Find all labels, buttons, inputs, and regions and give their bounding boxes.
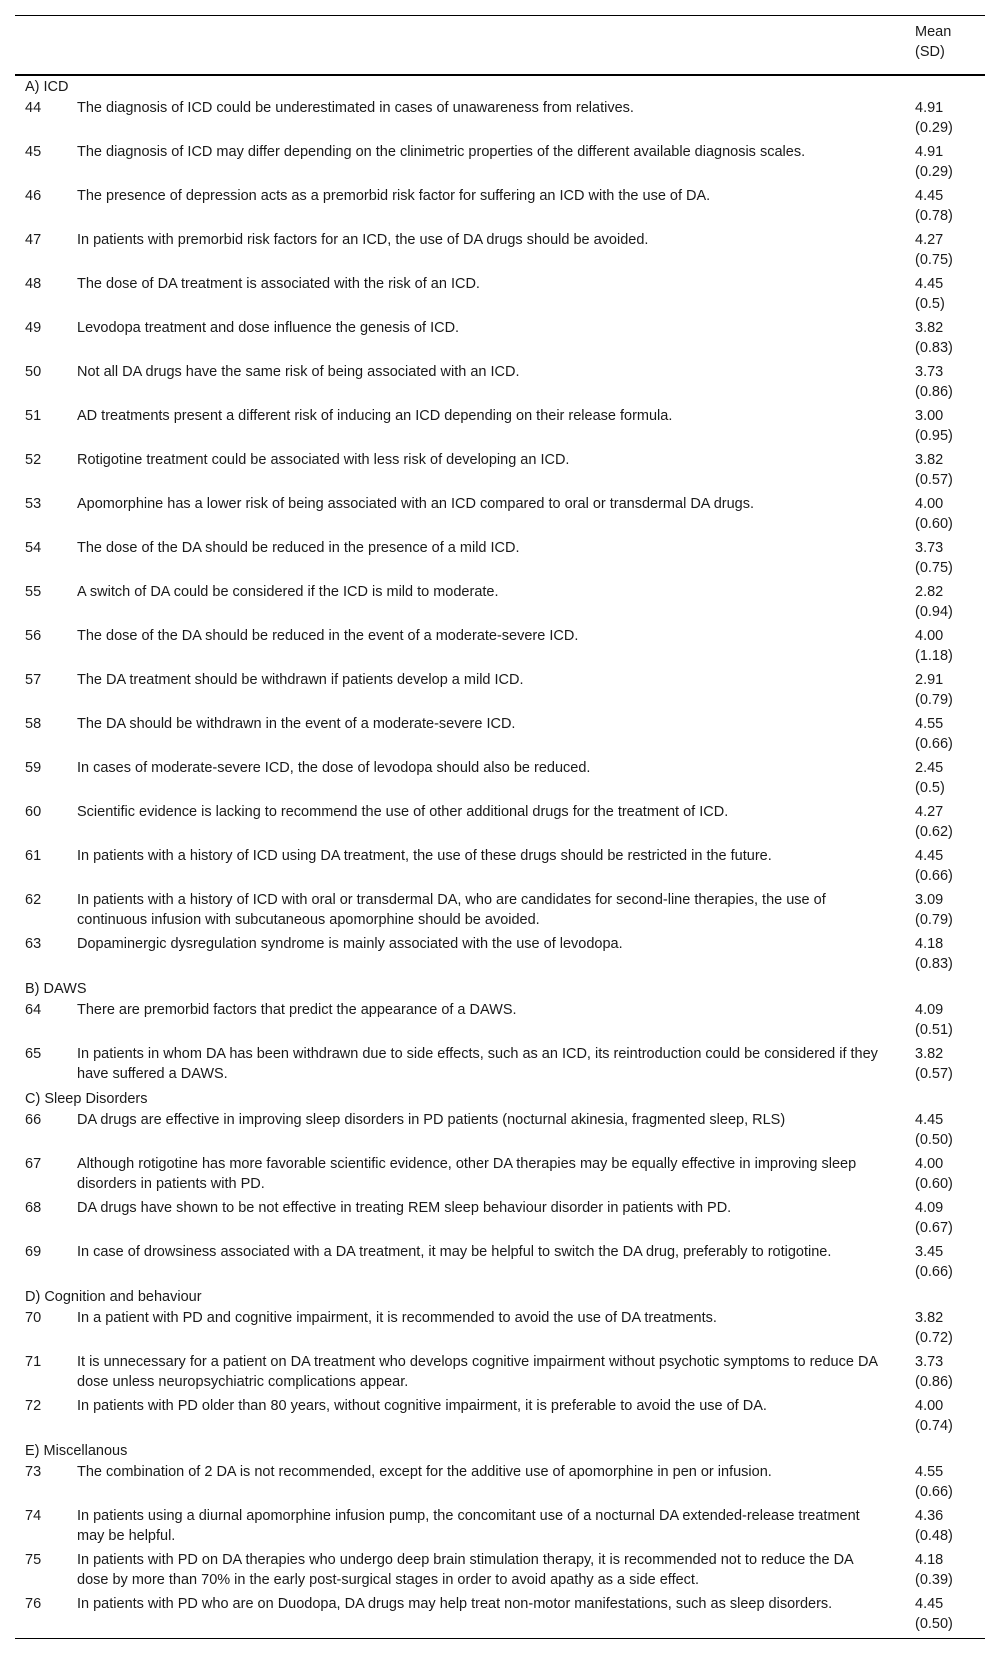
item-statement: Levodopa treatment and dose influence the genesis of ICD. (77, 320, 460, 336)
item-mean-sd (915, 1506, 985, 1550)
item-mean: 3.45 (915, 1244, 944, 1260)
section-title: E) Miscellanous (25, 1443, 128, 1459)
item-number: 48 (25, 276, 42, 292)
item-sd: (0.86) (915, 384, 953, 400)
item-mean-sd (915, 1242, 985, 1286)
item-statement: The diagnosis of ICD could be underestimated in cases of unawareness from relatives. (77, 100, 634, 116)
item-statement: In a patient with PD and cognitive impairment, it is recommended to avoid the use of DA treatments. (77, 1310, 717, 1326)
item-sd: (0.79) (915, 912, 953, 928)
table-row (15, 714, 985, 758)
item-mean-sd (915, 1198, 985, 1242)
item-mean: 3.82 (915, 1046, 944, 1062)
item-statement: It is unnecessary for a patient on DA treatment who develops cognitive impairment without psychotic symptoms to reduce DA dose unless neuropsychiatric complications appear. (77, 1354, 878, 1390)
item-number: 62 (25, 892, 42, 908)
table-row (15, 1198, 985, 1242)
item-sd: (0.83) (915, 956, 953, 972)
section-title: C) Sleep Disorders (25, 1091, 148, 1107)
table-row (15, 1352, 985, 1396)
section-row (15, 1440, 985, 1462)
table-row (15, 670, 985, 714)
table-row (15, 362, 985, 406)
table-row (15, 406, 985, 450)
item-sd: (0.48) (915, 1528, 953, 1544)
item-sd: (0.66) (915, 1484, 953, 1500)
section-title: A) ICD (25, 79, 69, 95)
item-number: 56 (25, 628, 42, 644)
item-mean: 4.00 (915, 628, 944, 644)
item-sd: (0.57) (915, 1066, 953, 1082)
item-mean-sd (915, 1110, 985, 1154)
item-statement: Although rotigotine has more favorable scientific evidence, other DA therapies may be equally effective in improving sleep disorders in patients with PD. (77, 1156, 857, 1192)
item-sd: (0.29) (915, 120, 953, 136)
item-mean-sd (915, 186, 985, 230)
item-number: 64 (25, 1002, 42, 1018)
item-sd: (0.50) (915, 1616, 953, 1632)
item-mean: 4.00 (915, 496, 944, 512)
item-statement: In patients with a history of ICD using DA treatment, the use of these drugs should be restricted in the future. (77, 848, 772, 864)
item-number: 52 (25, 452, 42, 468)
item-number: 57 (25, 672, 42, 688)
item-mean: 4.45 (915, 188, 944, 204)
item-number: 53 (25, 496, 42, 512)
item-statement: The dose of the DA should be reduced in the event of a moderate-severe ICD. (77, 628, 579, 644)
item-mean-sd (915, 1308, 985, 1352)
table-row (15, 1044, 985, 1088)
table-row (15, 890, 985, 934)
header-num-cell (15, 16, 77, 76)
item-number: 58 (25, 716, 42, 732)
item-statement: The presence of depression acts as a premorbid risk factor for suffering an ICD with the use of DA. (77, 188, 711, 204)
item-mean: 4.55 (915, 716, 944, 732)
section-row (15, 1286, 985, 1308)
item-sd: (0.62) (915, 824, 953, 840)
item-mean: 4.91 (915, 144, 944, 160)
item-mean-sd (915, 1000, 985, 1044)
item-mean-sd (915, 538, 985, 582)
item-sd: (0.78) (915, 208, 953, 224)
item-number: 54 (25, 540, 42, 556)
item-mean-sd (915, 846, 985, 890)
item-number: 70 (25, 1310, 42, 1326)
item-mean-sd (915, 318, 985, 362)
item-mean: 4.00 (915, 1156, 944, 1172)
item-mean: 4.45 (915, 1596, 944, 1612)
table-row (15, 1308, 985, 1352)
header-mean-cell (915, 16, 985, 76)
table-row (15, 802, 985, 846)
item-sd: (0.75) (915, 560, 953, 576)
item-mean-sd (915, 274, 985, 318)
item-statement: Apomorphine has a lower risk of being associated with an ICD compared to oral or transdermal DA drugs. (77, 496, 754, 512)
item-statement: There are premorbid factors that predict the appearance of a DAWS. (77, 1002, 517, 1018)
section-title: D) Cognition and behaviour (25, 1289, 202, 1305)
table-row (15, 1594, 985, 1639)
item-mean-sd (915, 670, 985, 714)
item-statement: The dose of DA treatment is associated with the risk of an ICD. (77, 276, 480, 292)
item-mean: 4.36 (915, 1508, 944, 1524)
item-mean: 3.09 (915, 892, 944, 908)
item-sd: (0.60) (915, 1176, 953, 1192)
item-number: 66 (25, 1112, 42, 1128)
item-sd: (0.74) (915, 1418, 953, 1434)
item-sd: (0.66) (915, 1264, 953, 1280)
item-number: 49 (25, 320, 42, 336)
item-number: 68 (25, 1200, 42, 1216)
item-mean: 3.82 (915, 320, 944, 336)
table-row (15, 758, 985, 802)
item-sd: (0.75) (915, 252, 953, 268)
item-mean-sd (915, 1396, 985, 1440)
item-statement: In patients with PD older than 80 years, without cognitive impairment, it is preferable to avoid the use of DA. (77, 1398, 767, 1414)
item-mean: 4.55 (915, 1464, 944, 1480)
table-row (15, 1462, 985, 1506)
item-mean: 4.27 (915, 804, 944, 820)
item-mean-sd (915, 98, 985, 142)
table-row (15, 1396, 985, 1440)
item-statement: Dopaminergic dysregulation syndrome is mainly associated with the use of levodopa. (77, 936, 623, 952)
item-mean: 2.91 (915, 672, 944, 688)
item-number: 63 (25, 936, 42, 952)
item-sd: (0.86) (915, 1374, 953, 1390)
table-row (15, 494, 985, 538)
item-sd: (0.83) (915, 340, 953, 356)
item-statement: In patients with PD who are on Duodopa, DA drugs may help treat non-motor manifestations, such as sleep disorders. (77, 1596, 833, 1612)
item-mean: 3.82 (915, 452, 944, 468)
item-number: 51 (25, 408, 42, 424)
item-number: 71 (25, 1354, 42, 1370)
item-number: 46 (25, 188, 42, 204)
item-number: 67 (25, 1156, 42, 1172)
item-sd: (0.66) (915, 736, 953, 752)
item-sd: (0.60) (915, 516, 953, 532)
item-number: 61 (25, 848, 42, 864)
header-row (15, 16, 985, 76)
item-mean: 4.91 (915, 100, 944, 116)
item-sd: (0.67) (915, 1220, 953, 1236)
table-row (15, 230, 985, 274)
table-row (15, 1506, 985, 1550)
item-mean-sd (915, 1462, 985, 1506)
item-sd: (0.94) (915, 604, 953, 620)
section-row (15, 1088, 985, 1110)
item-statement: The dose of the DA should be reduced in the presence of a mild ICD. (77, 540, 520, 556)
item-statement: DA drugs are effective in improving sleep disorders in PD patients (nocturnal akinesia, fragmented sleep, RLS) (77, 1112, 786, 1128)
item-sd: (0.5) (915, 296, 945, 312)
item-mean: 4.45 (915, 1112, 944, 1128)
item-mean-sd (915, 1550, 985, 1594)
item-mean-sd (915, 758, 985, 802)
item-number: 55 (25, 584, 42, 600)
table-row (15, 1242, 985, 1286)
item-number: 69 (25, 1244, 42, 1260)
item-statement: Scientific evidence is lacking to recommend the use of other additional drugs for the treatment of ICD. (77, 804, 729, 820)
item-mean: 4.09 (915, 1200, 944, 1216)
item-number: 59 (25, 760, 42, 776)
table-row (15, 846, 985, 890)
table-row (15, 98, 985, 142)
table-row (15, 274, 985, 318)
item-mean-sd (915, 890, 985, 934)
item-mean: 4.27 (915, 232, 944, 248)
item-sd: (0.57) (915, 472, 953, 488)
item-sd: (0.5) (915, 780, 945, 796)
table-row (15, 1000, 985, 1044)
consensus-table-container (15, 15, 985, 1639)
table-row (15, 142, 985, 186)
item-mean: 3.82 (915, 1310, 944, 1326)
item-statement: In patients with premorbid risk factors for an ICD, the use of DA drugs should be avoided. (77, 232, 649, 248)
item-statement: DA drugs have shown to be not effective in treating REM sleep behaviour disorder in patients with PD. (77, 1200, 732, 1216)
item-statement: A switch of DA could be considered if the ICD is mild to moderate. (77, 584, 499, 600)
table-header (15, 16, 985, 76)
item-statement: The diagnosis of ICD may differ depending on the clinimetric properties of the different available diagnosis scales. (77, 144, 806, 160)
item-statement: The DA should be withdrawn in the event of a moderate-severe ICD. (77, 716, 516, 732)
header-mean-label: Mean (915, 24, 952, 40)
item-number: 50 (25, 364, 42, 380)
item-sd: (0.50) (915, 1132, 953, 1148)
item-mean-sd (915, 450, 985, 494)
item-number: 72 (25, 1398, 42, 1414)
item-mean: 3.73 (915, 1354, 944, 1370)
item-statement: In patients using a diurnal apomorphine infusion pump, the concomitant use of a nocturnal DA extended-release treatment may be helpful. (77, 1508, 860, 1544)
item-mean: 3.00 (915, 408, 944, 424)
item-mean-sd (915, 406, 985, 450)
item-mean-sd (915, 582, 985, 626)
section-title: B) DAWS (25, 981, 87, 997)
table-row (15, 1550, 985, 1594)
item-statement: Not all DA drugs have the same risk of being associated with an ICD. (77, 364, 520, 380)
table-row (15, 1154, 985, 1198)
item-statement: The combination of 2 DA is not recommended, except for the additive use of apomorphine in pen or infusion. (77, 1464, 772, 1480)
item-number: 76 (25, 1596, 42, 1612)
item-mean-sd (915, 802, 985, 846)
item-mean: 3.73 (915, 540, 944, 556)
item-statement: In patients with PD on DA therapies who undergo deep brain stimulation therapy, it is recommended not to reduce the DA dose by more than 70% in the early post-surgical stages in order to avoid apathy as a side effect. (77, 1552, 853, 1588)
item-mean-sd (915, 1044, 985, 1088)
header-text-cell (77, 16, 915, 76)
item-mean-sd (915, 714, 985, 758)
table-row (15, 450, 985, 494)
item-sd: (0.66) (915, 868, 953, 884)
item-mean: 2.45 (915, 760, 944, 776)
table-row (15, 626, 985, 670)
item-number: 60 (25, 804, 42, 820)
item-sd: (0.29) (915, 164, 953, 180)
item-mean-sd (915, 362, 985, 406)
item-number: 75 (25, 1552, 42, 1568)
item-mean-sd (915, 1594, 985, 1639)
item-mean-sd (915, 626, 985, 670)
table-body (15, 75, 985, 1639)
item-sd: (0.72) (915, 1330, 953, 1346)
section-row (15, 75, 985, 98)
item-mean: 2.82 (915, 584, 944, 600)
item-number: 44 (25, 100, 42, 116)
item-mean-sd (915, 142, 985, 186)
table-row (15, 318, 985, 362)
item-mean: 4.45 (915, 276, 944, 292)
item-mean-sd (915, 1154, 985, 1198)
table-row (15, 582, 985, 626)
item-number: 73 (25, 1464, 42, 1480)
item-mean: 4.09 (915, 1002, 944, 1018)
item-mean: 4.00 (915, 1398, 944, 1414)
header-sd-label: (SD) (915, 44, 945, 60)
item-sd: (0.51) (915, 1022, 953, 1038)
item-statement: In cases of moderate-severe ICD, the dose of levodopa should also be reduced. (77, 760, 591, 776)
table-row (15, 1110, 985, 1154)
item-mean: 4.18 (915, 936, 944, 952)
item-statement: The DA treatment should be withdrawn if patients develop a mild ICD. (77, 672, 524, 688)
item-sd: (0.95) (915, 428, 953, 444)
item-statement: Rotigotine treatment could be associated with less risk of developing an ICD. (77, 452, 570, 468)
table-row (15, 934, 985, 978)
consensus-table (15, 15, 985, 1639)
item-mean: 3.73 (915, 364, 944, 380)
item-mean-sd (915, 230, 985, 274)
item-statement: AD treatments present a different risk of inducing an ICD depending on their release formula. (77, 408, 673, 424)
item-mean-sd (915, 494, 985, 538)
item-sd: (1.18) (915, 648, 953, 664)
item-sd: (0.79) (915, 692, 953, 708)
table-row (15, 538, 985, 582)
item-mean: 4.18 (915, 1552, 944, 1568)
item-number: 65 (25, 1046, 42, 1062)
item-number: 45 (25, 144, 42, 160)
item-mean-sd (915, 934, 985, 978)
item-statement: In patients with a history of ICD with oral or transdermal DA, who are candidates for second-line therapies, the use of continuous infusion with subcutaneous apomorphine should be avoided. (77, 892, 826, 928)
item-mean: 4.45 (915, 848, 944, 864)
item-number: 47 (25, 232, 42, 248)
item-mean-sd (915, 1352, 985, 1396)
item-statement: In case of drowsiness associated with a DA treatment, it may be helpful to switch the DA drug, preferably to rotigotine. (77, 1244, 832, 1260)
table-row (15, 186, 985, 230)
section-row (15, 978, 985, 1000)
item-statement: In patients in whom DA has been withdrawn due to side effects, such as an ICD, its reintroduction could be considered if they have suffered a DAWS. (77, 1046, 878, 1082)
item-sd: (0.39) (915, 1572, 953, 1588)
item-number: 74 (25, 1508, 42, 1524)
